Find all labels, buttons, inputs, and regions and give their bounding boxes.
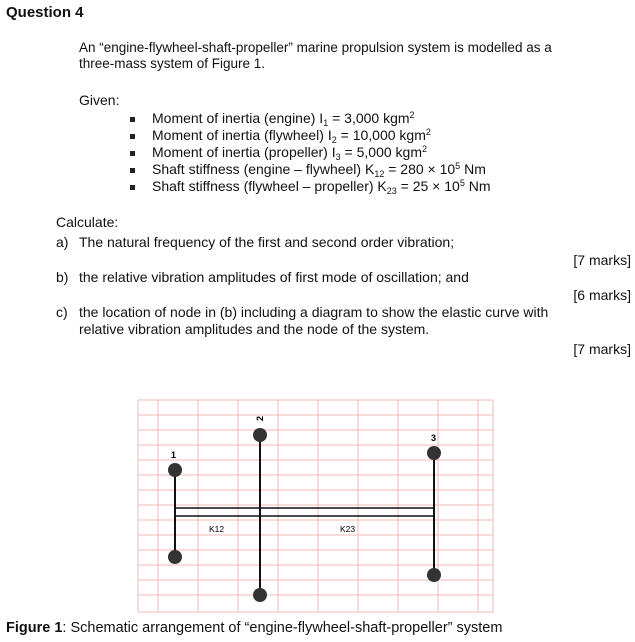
part-label: c) xyxy=(56,304,68,320)
mass-2-label: 2 xyxy=(255,415,265,421)
marks-label: [6 marks] xyxy=(573,287,631,303)
part-text: the location of node in (b) including a diagram to show the elastic curve with xyxy=(79,304,549,320)
intro-line-2: three-mass system of Figure 1. xyxy=(79,56,266,71)
mass-3-bottom-dot xyxy=(427,568,441,582)
given-item: Moment of inertia (propeller) $I_3 = 5,000$ kgm$^2$ xyxy=(130,144,491,161)
marks-label: [7 marks] xyxy=(573,252,631,268)
mass-1-top-dot xyxy=(168,463,182,477)
given-item: Shaft stiffness (engine – flywheel) $K_{12} = 280 \times 10^5$ Nm xyxy=(130,161,491,178)
calculate-label: Calculate: xyxy=(56,214,119,230)
shaft-label-k12: K12 xyxy=(209,524,225,534)
part-label: b) xyxy=(56,269,69,285)
shaft xyxy=(175,508,434,516)
part-text-continued: relative vibration amplitudes and the node of the system. xyxy=(79,321,430,337)
given-item: Moment of inertia (engine) $I_1 = 3,000$ kgm$^2$ xyxy=(130,110,491,127)
given-label: Given: xyxy=(79,92,120,108)
mass-1-label: 1 xyxy=(171,450,177,460)
part-text: The natural frequency of the first and second order vibration; xyxy=(79,234,455,250)
given-item: Shaft stiffness (flywheel – propeller) $K_{23} = 25 \times 10^5$ Nm xyxy=(130,178,491,195)
mass-3-label: 3 xyxy=(431,433,437,443)
mass-3-top-dot xyxy=(427,446,441,460)
intro-line-1: An “engine-flywheel-shaft-propeller” marine propulsion system is modelled as a xyxy=(79,40,552,55)
background-grid xyxy=(138,400,493,612)
given-item: Moment of inertia (flywheel) $I_2 = 10,000$ kgm$^2$ xyxy=(130,127,491,144)
mass-1-bottom-dot xyxy=(168,550,182,564)
marks-label: [7 marks] xyxy=(573,341,631,357)
figure-caption xyxy=(6,620,502,636)
part-label: a) xyxy=(56,234,69,250)
figure-caption-number: Figure 1 xyxy=(6,620,63,636)
figure-caption-text: : Schematic arrangement of “engine-flywheel-shaft-propeller” system xyxy=(62,620,503,636)
mass-2-top-dot xyxy=(253,428,267,442)
question-title: Question 4 xyxy=(6,4,84,21)
mass-1 xyxy=(168,450,182,564)
shaft-label-k23: K23 xyxy=(340,524,356,534)
mass-2 xyxy=(253,416,267,602)
mass-2-bottom-dot xyxy=(253,588,267,602)
part-text: the relative vibration amplitudes of first mode of oscillation; and xyxy=(79,269,469,285)
